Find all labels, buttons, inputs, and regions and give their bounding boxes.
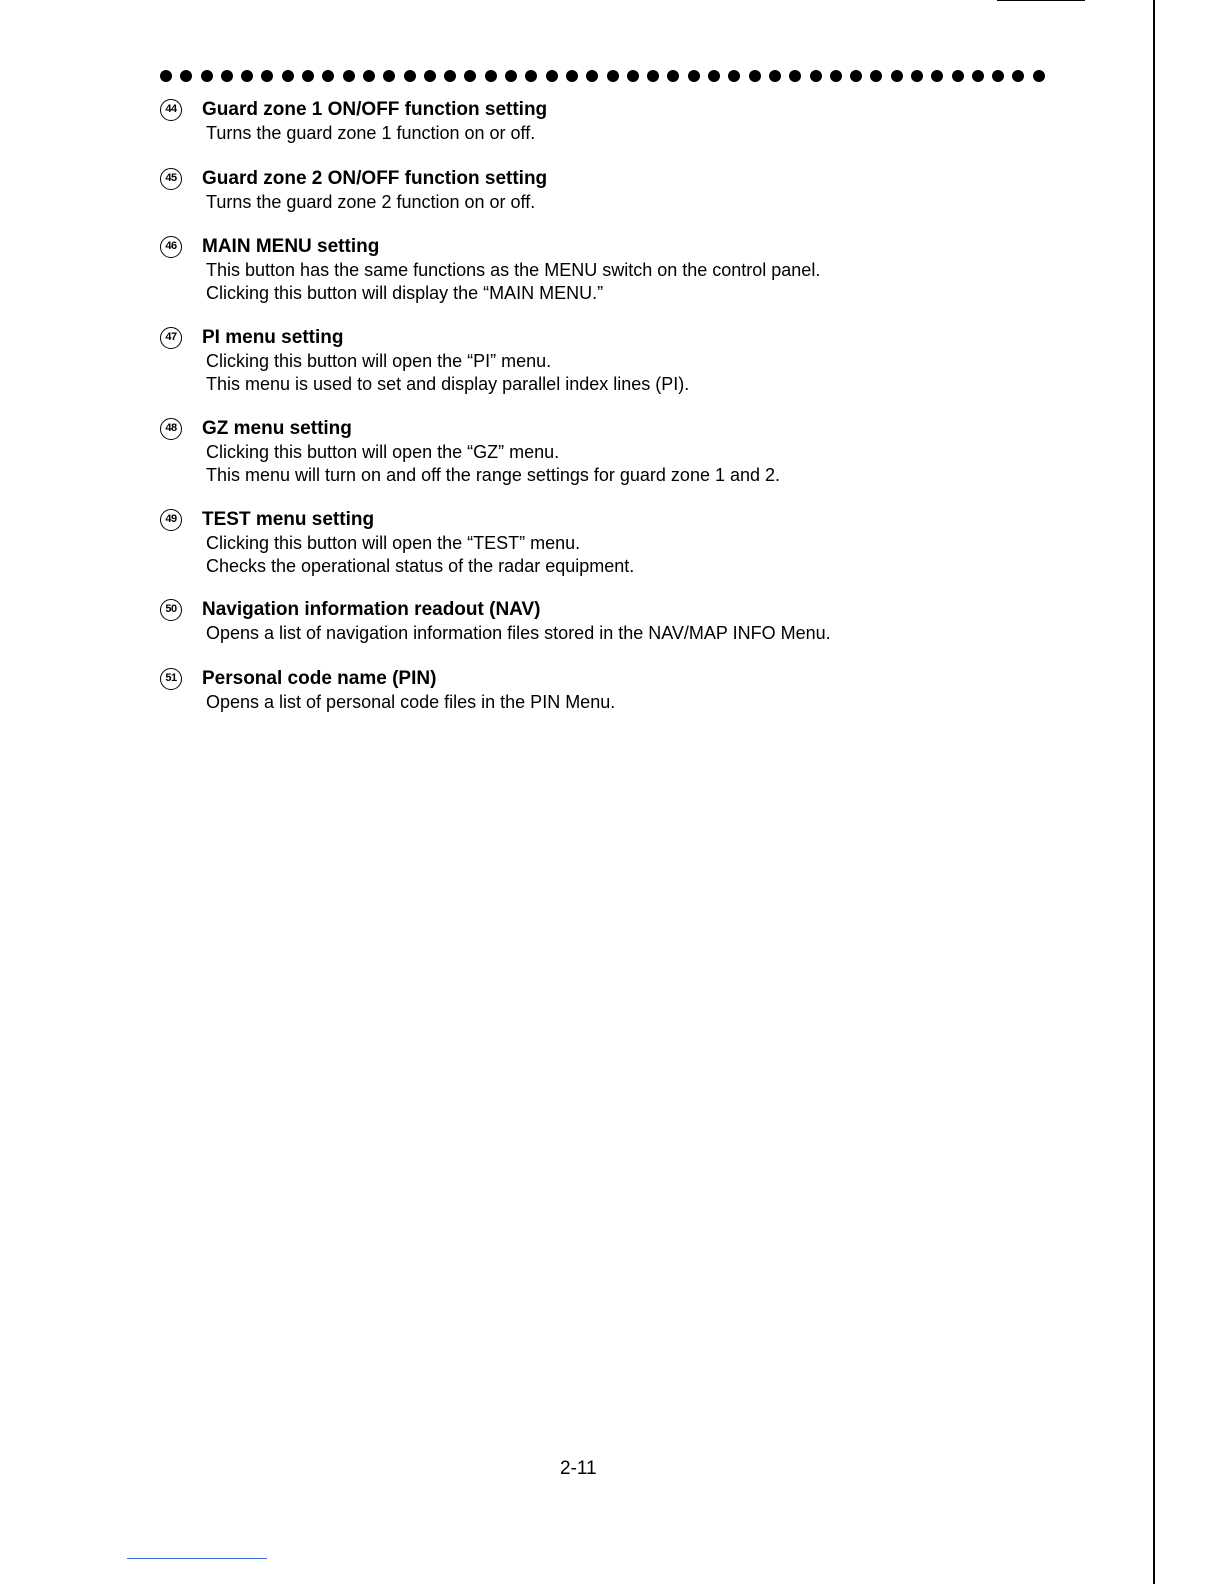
page-edge xyxy=(1153,0,1155,1584)
page-number: 2-11 xyxy=(560,1458,597,1479)
entry-description xyxy=(206,122,535,145)
separator-dot xyxy=(891,70,903,82)
description-line: Clicking this button will open the “GZ” menu. xyxy=(206,442,560,462)
separator-dot xyxy=(221,70,233,82)
separator-dot xyxy=(464,70,476,82)
separator-dot xyxy=(850,70,862,82)
item-number-badge: 46 xyxy=(160,236,182,258)
separator-dot xyxy=(525,70,537,82)
separator-dot xyxy=(1033,70,1045,82)
separator-dot xyxy=(201,70,213,82)
entry-description xyxy=(206,691,615,714)
separator-dot xyxy=(302,70,314,82)
entry-title: Personal code name (PIN) xyxy=(202,668,437,689)
description-line: Clicking this button will display the “MAIN MENU.” xyxy=(206,283,604,303)
entry-description xyxy=(206,532,634,578)
item-number-badge: 44 xyxy=(160,99,182,121)
separator-dot xyxy=(586,70,598,82)
description-line: This menu will turn on and off the range settings for guard zone 1 and 2. xyxy=(206,465,781,485)
description-line: Opens a list of personal code files in the PIN Menu. xyxy=(206,692,616,712)
separator-dot xyxy=(424,70,436,82)
separator-dot xyxy=(667,70,679,82)
separator-dot xyxy=(992,70,1004,82)
separator-dot xyxy=(343,70,355,82)
entry-title: TEST menu setting xyxy=(202,509,375,530)
dotted-separator xyxy=(160,69,1045,83)
separator-dot xyxy=(363,70,375,82)
description-line: Clicking this button will open the “PI” menu. xyxy=(206,351,552,371)
separator-dot xyxy=(404,70,416,82)
separator-dot xyxy=(708,70,720,82)
item-number-badge: 48 xyxy=(160,418,182,440)
description-line: Opens a list of navigation information files stored in the NAV/MAP INFO Menu. xyxy=(206,623,831,643)
separator-dot xyxy=(972,70,984,82)
entry-title: GZ menu setting xyxy=(202,418,352,439)
separator-dot xyxy=(931,70,943,82)
top-rule xyxy=(997,0,1085,1)
separator-dot xyxy=(607,70,619,82)
separator-dot xyxy=(566,70,578,82)
separator-dot xyxy=(485,70,497,82)
separator-dot xyxy=(647,70,659,82)
item-number-badge: 50 xyxy=(160,599,182,621)
separator-dot xyxy=(505,70,517,82)
separator-dot xyxy=(1012,70,1024,82)
separator-dot xyxy=(261,70,273,82)
separator-dot xyxy=(789,70,801,82)
description-line: Turns the guard zone 2 function on or off. xyxy=(206,192,536,212)
separator-dot xyxy=(282,70,294,82)
separator-dot xyxy=(870,70,882,82)
separator-dot xyxy=(322,70,334,82)
separator-dot xyxy=(160,70,172,82)
entry-description xyxy=(206,441,780,487)
entry-title: Guard zone 2 ON/OFF function setting xyxy=(202,168,548,189)
entry-description xyxy=(206,191,535,214)
entry-title: Navigation information readout (NAV) xyxy=(202,599,541,620)
description-line: Turns the guard zone 1 function on or off. xyxy=(206,123,536,143)
entry-title: Guard zone 1 ON/OFF function setting xyxy=(202,99,548,120)
separator-dot xyxy=(383,70,395,82)
separator-dot xyxy=(810,70,822,82)
separator-dot xyxy=(911,70,923,82)
entry-description xyxy=(206,622,831,645)
item-number-badge: 49 xyxy=(160,509,182,531)
entry-description xyxy=(206,350,689,396)
separator-dot xyxy=(627,70,639,82)
separator-dot xyxy=(728,70,740,82)
separator-dot xyxy=(830,70,842,82)
entry-description xyxy=(206,259,820,305)
separator-dot xyxy=(769,70,781,82)
bottom-rule xyxy=(127,1558,267,1559)
separator-dot xyxy=(444,70,456,82)
entry-title: PI menu setting xyxy=(202,327,344,348)
separator-dot xyxy=(180,70,192,82)
description-line: Clicking this button will open the “TEST” menu. xyxy=(206,533,581,553)
entry-title: MAIN MENU setting xyxy=(202,236,380,257)
separator-dot xyxy=(952,70,964,82)
separator-dot xyxy=(688,70,700,82)
item-number-badge: 45 xyxy=(160,168,182,190)
item-number-badge: 47 xyxy=(160,327,182,349)
separator-dot xyxy=(749,70,761,82)
description-line: This menu is used to set and display parallel index lines (PI). xyxy=(206,374,690,394)
separator-dot xyxy=(546,70,558,82)
description-line: Checks the operational status of the radar equipment. xyxy=(206,556,635,576)
separator-dot xyxy=(241,70,253,82)
item-number-badge: 51 xyxy=(160,668,182,690)
description-line: This button has the same functions as the MENU switch on the control panel. xyxy=(206,260,821,280)
